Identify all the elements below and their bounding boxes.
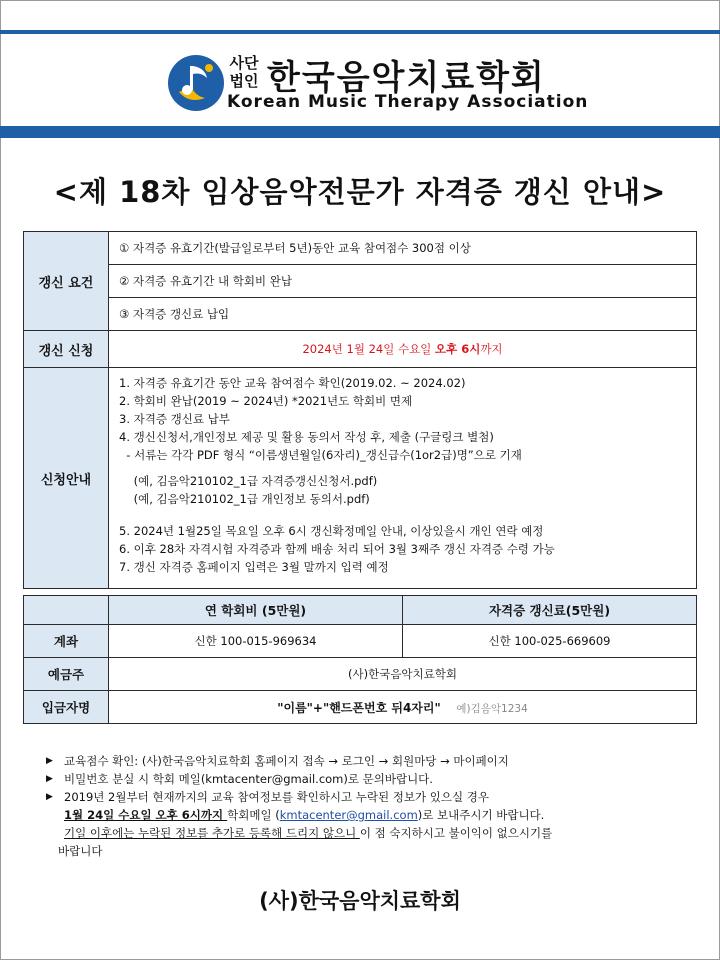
guide-line: 3. 자격증 갱신료 납부 bbox=[119, 412, 230, 426]
header-bottom-bar bbox=[0, 126, 720, 138]
guide-line: (예, 김음악210102_1급 개인정보 동의서.pdf) bbox=[119, 492, 370, 506]
table-row bbox=[24, 331, 697, 368]
note-item: ▶ 교육점수 확인: (사)한국음악치료학회 홈페이지 접속 → 로그인 → 회원마당 → 마이페이지 bbox=[46, 754, 509, 768]
guide-line: 2. 학회비 완납(2019 ~ 2024년) *2021년도 학회비 면제 bbox=[119, 394, 413, 408]
holder-label: 예금주 bbox=[24, 658, 109, 691]
note-continuation: 바랍니다 bbox=[58, 844, 103, 858]
depositor-example: 예)김음악1234 bbox=[456, 702, 528, 715]
table-row bbox=[24, 658, 697, 691]
footer-org-name: (사)한국음악치료학회 bbox=[259, 889, 461, 913]
note-continuation: 1월 24일 수요일 오후 6시까지 학회메일 (kmtacenter@gmail.com)로 보내주시기 바랍니다. bbox=[64, 808, 545, 822]
depositor-label: 입금자명 bbox=[24, 691, 109, 724]
bullet-triangle-icon: ▶ bbox=[46, 792, 53, 802]
req-item-2: ② 자격증 유효기간 내 학회비 완납 bbox=[109, 265, 697, 298]
holder-value: (사)한국음악치료학회 bbox=[109, 658, 697, 691]
depositor-value: "이름"+"핸드폰번호 뒤4자리" 예)김음악1234 bbox=[109, 691, 697, 724]
guide-line bbox=[119, 508, 696, 522]
req-item-3: ③ 자격증 갱신료 납입 bbox=[109, 298, 697, 331]
table-row bbox=[24, 368, 697, 589]
account-renewal-fee: 신한 100-025-669609 bbox=[403, 625, 697, 658]
guide-line: 4. 갱신신청서,개인정보 제공 및 활용 동의서 작성 후, 제출 (구글링크 별첨) bbox=[119, 430, 494, 444]
guide-line: 5. 2024년 1월25일 목요일 오후 6시 갱신확정메일 안내, 이상있을시 개인 연락 예정 bbox=[119, 524, 544, 538]
account-membership: 신한 100-015-969634 bbox=[109, 625, 403, 658]
renewal-table bbox=[23, 231, 697, 589]
note-continuation: 기일 이후에는 누락된 정보를 추가로 등록해 드리지 않으니 이 점 숙지하시고 불이익이 없으시기를 bbox=[64, 826, 553, 840]
bullet-triangle-icon: ▶ bbox=[46, 756, 53, 766]
org-name-en: Korean Music Therapy Association bbox=[227, 92, 589, 112]
note-item: ▶ 비밀번호 분실 시 학회 메일(kmtacenter@gmail.com)로 문의바랍니다. bbox=[46, 772, 433, 786]
page-title: <제 18차 임상음악전문가 자격증 갱신 안내> bbox=[53, 175, 667, 209]
deadline-emphasis: 1월 24일 수요일 오후 6시까지 bbox=[64, 808, 228, 822]
col-header-membership: 연 학회비 (5만원) bbox=[109, 596, 403, 625]
apply-label: 갱신 신청 bbox=[24, 331, 109, 368]
guide-line: 1. 자격증 유효기간 동안 교육 참여점수 확인(2019.02. ~ 2024.02) bbox=[119, 376, 466, 390]
table-row bbox=[24, 232, 697, 265]
notes-section bbox=[46, 752, 704, 860]
music-note-emblem-icon bbox=[165, 52, 225, 114]
table-row bbox=[24, 625, 697, 658]
payment-table bbox=[23, 595, 697, 724]
org-logo bbox=[165, 50, 589, 120]
guide-line: 6. 이후 28차 자격시험 자격증과 함께 배송 처리 되어 3월 3째주 갱신 자격증 수령 가능 bbox=[119, 542, 555, 556]
table-row bbox=[24, 298, 697, 331]
org-corp-label: 사단 법인 bbox=[229, 54, 259, 90]
guide-line bbox=[119, 464, 696, 472]
bullet-triangle-icon: ▶ bbox=[46, 774, 53, 784]
org-name-kr: 한국음악치료학회 bbox=[267, 58, 546, 98]
req-label: 갱신 요건 bbox=[24, 232, 109, 331]
guide-content bbox=[109, 368, 697, 589]
email-link[interactable]: kmtacenter@gmail.com bbox=[279, 808, 418, 822]
account-label: 계좌 bbox=[24, 625, 109, 658]
col-header-renewal-fee: 자격증 갱신료(5만원) bbox=[403, 596, 697, 625]
guide-line: - 서류는 각각 PDF 형식 “이름생년월일(6자리)_갱신급수(1or2급)명”으로 기재 bbox=[119, 448, 522, 462]
note-item: ▶ 2019년 2월부터 현재까지의 교육 참여정보를 확인하시고 누락된 정보가 있으실 경우 bbox=[46, 790, 489, 804]
guide-line: 7. 갱신 자격증 홈페이지 입력은 3월 말까지 입력 예정 bbox=[119, 560, 389, 574]
guide-label: 신청안내 bbox=[24, 368, 109, 589]
table-row bbox=[24, 691, 697, 724]
header-top-bar bbox=[0, 30, 720, 34]
guide-line: (예, 김음악210102_1급 자격증갱신신청서.pdf) bbox=[119, 474, 378, 488]
table-row bbox=[24, 596, 697, 625]
apply-deadline: 2024년 1월 24일 수요일 오후 6시까지 bbox=[109, 331, 697, 368]
table-row bbox=[24, 265, 697, 298]
corner-cell bbox=[24, 596, 109, 625]
req-item-1: ① 자격증 유효기간(발급일로부터 5년)동안 교육 참여점수 300점 이상 bbox=[109, 232, 697, 265]
